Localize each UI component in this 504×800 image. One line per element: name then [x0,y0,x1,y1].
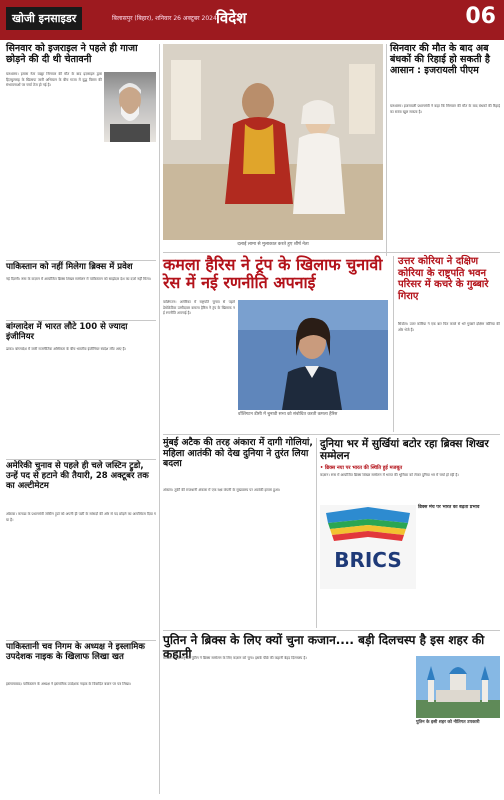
divider [6,320,156,321]
kazan-photo-svg [416,656,500,718]
dalai-lama-photo [163,44,383,240]
dalai-lama-photo-svg [163,44,383,240]
body-sinwar-gaza [6,72,102,162]
sinwar-portrait-svg [104,72,156,142]
kazan-kremlin-photo [416,656,500,718]
lede-bangladesh: ढाका। बांग्लादेश में जारी राजनीतिक अस्थिरता के बीच भारतीय इंजीनियर स्वदेश लौट आए हैं। [6,347,126,351]
column-divider [159,44,160,794]
lede-kamala: वाशिंगटन। अमेरिका में राष्ट्रपति चुनाव से पहले डेमोक्रेटिक उम्मीदवार कमला हैरिस ने ट्रंप के खिलाफ नई रणनीति अपनाई है। [163,300,235,316]
lede-trudeau: ओटावा। कनाडा के प्रधानमंत्री जस्टिन ट्रुडो को अपनी ही पार्टी के सांसदों की ओर से पद छोड़ने का अल्टीमेटम दिया गया है। [6,512,156,522]
headline-sinwar-gaza: सिनवार को इजराइल ने पहले ही गाजा छोड़ने की दी थी चेतावनी [6,43,138,65]
masthead-bar [0,0,504,40]
headline-kamala: कमला हैरिस ने ट्रंप के खिलाफ चुनावी रेस में नई रणनीति अपनाई [163,255,383,293]
body-mumbai-attack [163,488,313,626]
sinwar-portrait-photo [104,72,156,142]
divider [163,252,500,253]
lede-putin-kazan: मॉस्को। रूसी राष्ट्रपति पुतिन ने ब्रिक्स सम्मेलन के लिए कज़ान को चुना। इसके पीछे की कहानी बेहद दिलचस्प है। [163,656,307,660]
divider [6,260,156,261]
brics-logo-svg [320,505,416,589]
lede-mumbai-attack: अंकारा। तुर्की की राजधानी अंकारा में एक रक्षा कंपनी के मुख्यालय पर आतंकी हमला हुआ। [163,488,281,492]
headline-trudeau: अमेरिकी चुनाव से पहले ही चले जस्टिन ट्रुडो, उन्हें पद से हटाने की तैयारी, 28 अक्टूबर तक का अल्टीमेटम [6,461,149,491]
headline-pakistan: पाकिस्तान को नहीं मिलेगा ब्रिक्स में प्रवेश [6,262,133,272]
divider [163,434,500,435]
lede-pakistan: नई दिल्ली। रूस के कज़ान में आयोजित ब्रिक्स शिखर सम्मेलन में पाकिस्तान को साझेदार देश का दर्जा नहीं मिला। [6,277,151,281]
body-putin-kazan [163,656,413,794]
section-title: विदेश [216,9,247,27]
body-trudeau [6,512,156,638]
headline-pakistan-letter: पाकिस्तानी चव निगम के अध्यक्ष ने इस्लामिक उपदेशक नाइक के खिलाफ लिखा खत [6,642,145,662]
kazan-photo-caption: पुतिन के इसी शहर को नीतिगत उपकारी [416,720,480,725]
column-divider [316,438,317,628]
brics-logo-text: BRICS [334,548,402,572]
brics-subhead: • ब्रिक्स नया पर भारत की स्थिति हुई मजबूत [320,465,403,471]
brics-logo-image [320,505,416,589]
body-pakistan [6,277,156,319]
body-pakistan-letter [6,682,156,794]
body-kamala-cont [238,422,388,430]
body-brics [320,473,500,503]
column-divider [393,256,394,432]
body-sinwar-gaza-cont [6,164,156,258]
body-north-korea [398,322,500,432]
lede-sinwar-gaza: यरुशलम। हमास नेता याह्या सिनवार की मौत के बाद इज़राइल द्वारा हिज़्बुल्लाह के खिलाफ जारी अभियान के बीच गाजा में युद्ध विराम की संभावनाओं पर चर्चा तेज हो गई है। [6,72,102,88]
lede-north-korea: सियोल। उत्तर कोरिया ने एक बार फिर कचरे से भरे गुब्बारे दक्षिण कोरिया की ओर भेजे हैं। [398,322,500,332]
body-brics-cont2 [320,591,416,625]
headline-brics: दुनिया भर में सुर्खियां बटोर रहा ब्रिक्स शिखर सम्मेलन [320,438,489,463]
headline-sinwar-death: सिनवार की मौत के बाद अब बंधकों की रिहाई हो सकती है आसान : इजरायली पीएम [390,43,490,76]
kamala-photo-svg [238,300,388,410]
page-number: 06 [465,4,496,29]
headline-putin-kazan: पुतिन ने ब्रिक्स के लिए क्यों चुना कजान.... बड़ी दिलचस्प है इस शहर की कहानी [163,633,485,661]
column-divider [386,44,387,256]
divider [6,459,156,460]
kamala-harris-photo [238,300,388,410]
kamala-photo-caption: वॉशिंगटन डीसी में चुनावी सभा को संबोधित करती कमला हैरिस [238,412,338,417]
body-putin-cont [416,730,500,794]
divider [163,630,500,631]
divider [6,640,156,641]
headline-mumbai-attack: मुंबई अटैक की तरह अंकारा में दागी गोलियां, महिला आतंकी को देख दुनिया ने तुरंत लिया बदला [163,437,313,470]
dalai-lama-caption: दलाई लामा से मुलाकात करते हुए शीर्ष नेता [237,242,309,247]
lede-pakistan-letter: इस्लामाबाद। पाकिस्तान के अध्यक्ष ने इस्लामिक उपदेशक नाइक के विवादित बयान पर पत्र लिखा। [6,682,131,686]
body-bangladesh [6,347,156,457]
paper-name: खोजी इनसाइडर [6,7,82,30]
body-sinwar-death [390,104,500,254]
headline-north-korea: उत्तर कोरिया ने दक्षिण कोरिया के राष्ट्रपति भवन परिसर में कचरे के गुब्बारे गिराए [398,256,489,302]
headline-bangladesh: बांग्लादेश में भारत लौटे 100 से ज्यादा इंजीनियर [6,322,128,342]
body-brics-cont [418,513,500,625]
brics-image-caption: ब्रिक्स मंच पर भारत का बढ़ता प्रभाव [418,505,480,510]
lede-brics: कज़ान। रूस में आयोजित ब्रिक्स शिखर सम्मेलन में भारत की भूमिका को लेकर दुनिया भर में चर्चा हो रही है। [320,473,459,477]
body-kamala [163,300,235,430]
lede-sinwar-death: यरुशलम। इजरायली प्रधानमंत्री ने कहा कि सिनवार की मौत के बाद बंधकों की रिहाई का रास्ता खुल सकता है। [390,104,500,114]
dateline: बिलासपुर (बिहार), शनिवार 26 अक्टूबर 2024 [112,15,217,22]
